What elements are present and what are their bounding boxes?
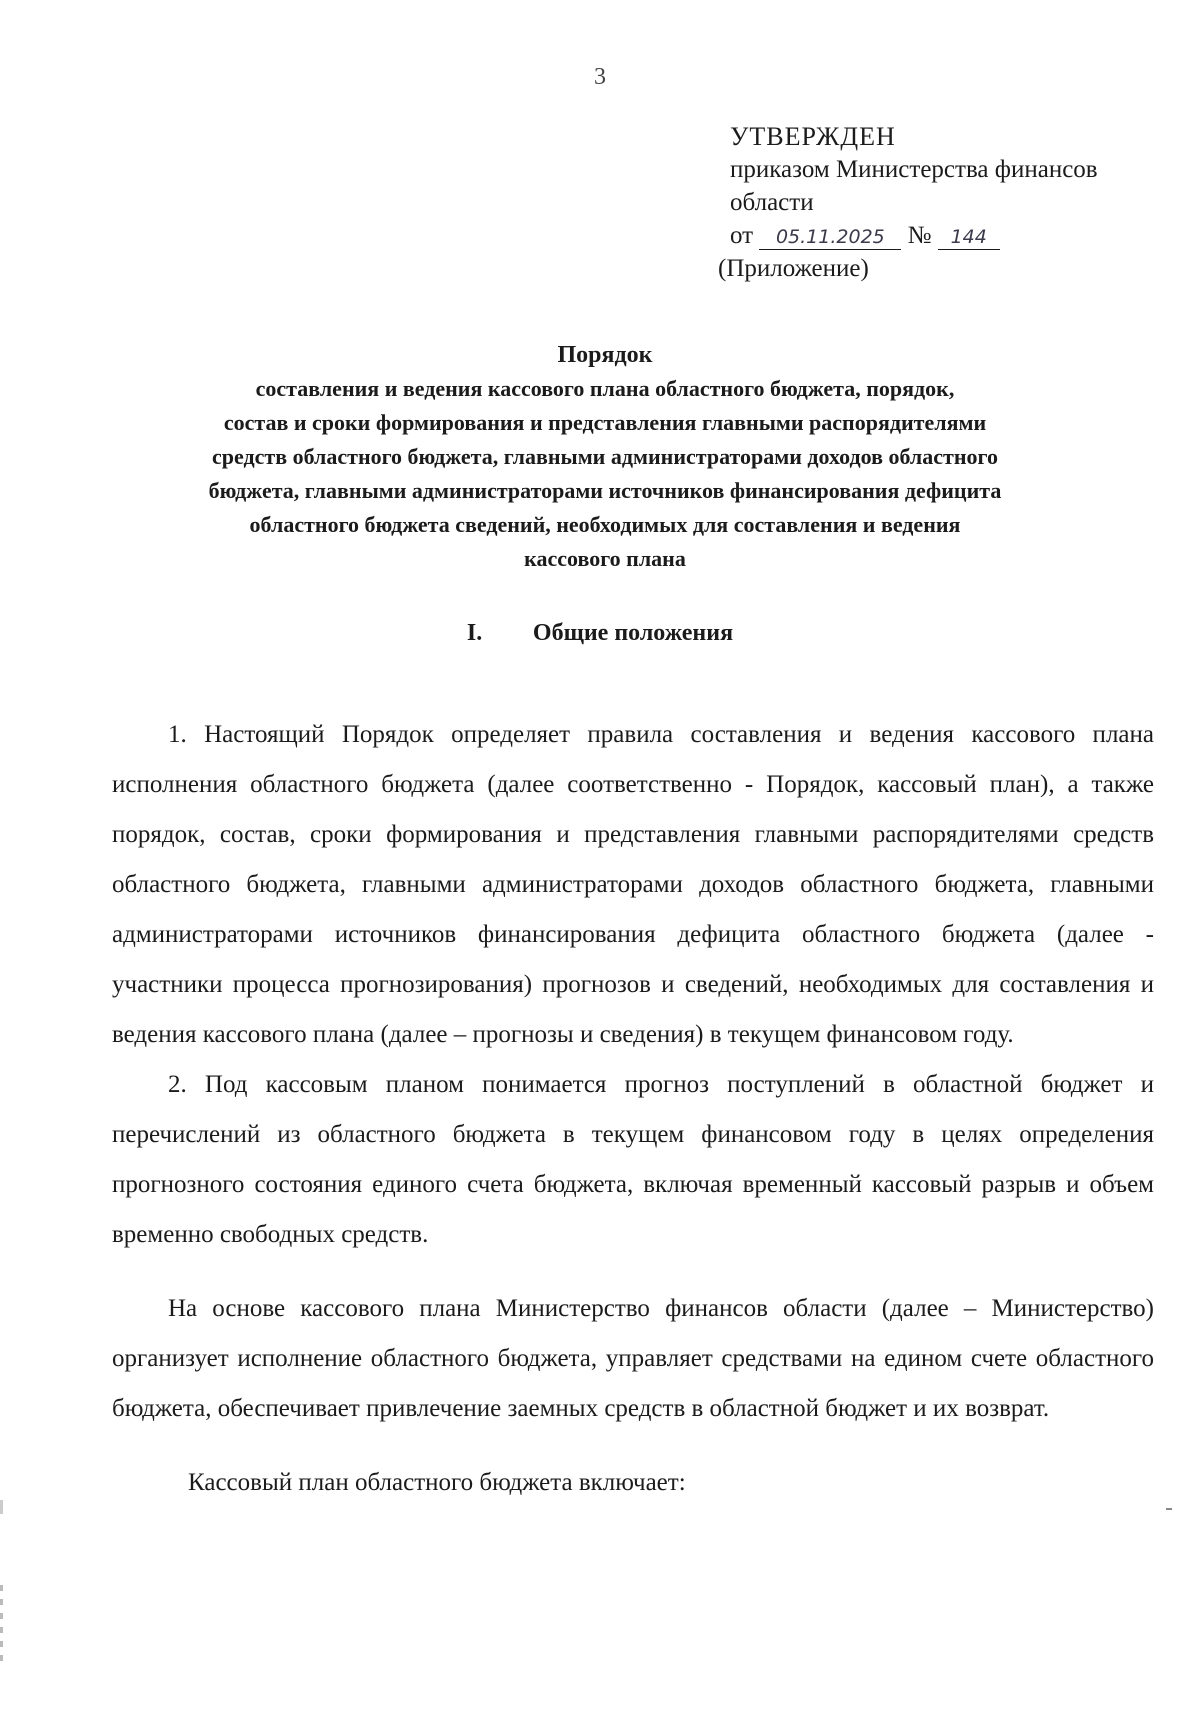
paragraph-3: На основе кассового плана Министерство финансов области (далее – Министерство) организует исполнение областного бюджета, управляет средствами на едином счете областного бюджета, обеспечивает привлечение заемных средств в областной бюджет и их возврат. <box>112 1295 1154 1422</box>
title-heading: Порядок <box>557 342 653 368</box>
approval-number-sign: № <box>907 222 932 249</box>
scan-artifact <box>0 1500 3 1514</box>
section-number: I. <box>466 620 483 646</box>
paragraph-1: 1. Настоящий Порядок определяет правила составления и ведения кассового плана исполнения областного бюджета (далее соответственно - Порядок, кассовый план), а также порядок, состав, сроки формирования и представления главными распорядителями средств областного бюджета, главными администраторами доходов областного бюджета, главными администраторами источников финансирования дефицита областного бюджета (далее - участники процесса прогнозирования) прогнозов и сведений, необходимых для составления и ведения кассового плана (далее – прогнозы и сведения) в текущем финансовом году. <box>112 721 1154 1048</box>
approval-stamp <box>718 120 1098 285</box>
paragraph-4: Кассовый план областного бюджета включает: <box>188 1469 686 1496</box>
title-line: кассового плана <box>524 546 686 571</box>
title-line: составления и ведения кассового плана областного бюджета, порядок, <box>255 376 955 401</box>
approval-date-line <box>730 219 1098 252</box>
approval-appendix: (Приложение) <box>718 255 869 282</box>
title-line: бюджета, главными администраторами источников финансирования дефицита <box>208 478 1002 503</box>
title-line: областного бюджета сведений, необходимых для составления и ведения <box>249 512 961 537</box>
approval-from-label: от <box>730 222 754 249</box>
scan-artifact <box>1166 1508 1172 1510</box>
section-title: Общие положения <box>532 620 734 646</box>
approval-date-handwritten: 05.11.2025 <box>759 225 901 250</box>
approval-number-handwritten: 144 <box>938 225 1000 250</box>
document-title <box>100 338 1110 576</box>
approval-region-line: области <box>730 189 814 216</box>
document-body <box>112 710 1154 1508</box>
title-line: состав и сроки формирования и представления главными распорядителями <box>223 410 987 435</box>
approval-order-line: приказом Министерства финансов <box>730 156 1098 183</box>
paragraph-2: 2. Под кассовым планом понимается прогноз поступлений в областной бюджет и перечислений из областного бюджета в текущем финансовом году в целях определения прогнозного состояния единого счета бюджета, включая временный кассовый разрыв и объем временно свободных средств. <box>112 1071 1154 1248</box>
section-heading <box>0 620 1200 647</box>
page-number: 3 <box>594 64 606 90</box>
scan-artifact <box>0 1585 3 1665</box>
title-line: средств областного бюджета, главными администраторами доходов областного <box>212 444 998 469</box>
approval-title: УТВЕРЖДЕН <box>730 122 896 151</box>
